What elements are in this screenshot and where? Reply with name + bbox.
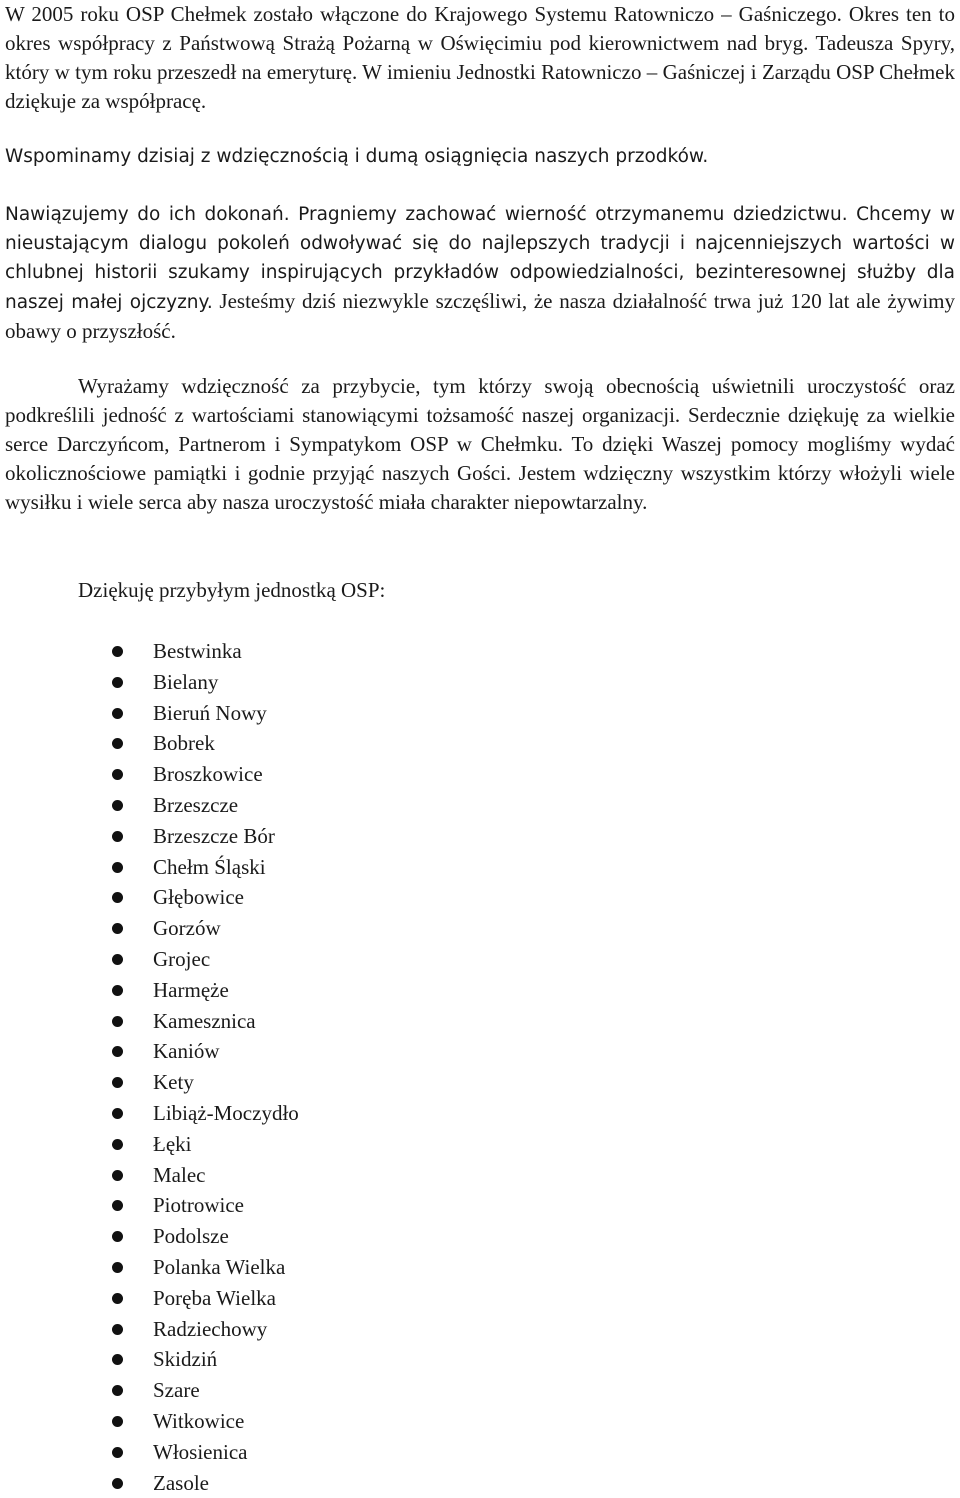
list-item <box>112 1067 299 1098</box>
list-item <box>112 1129 299 1160</box>
list-item-label: Malec <box>153 1162 206 1187</box>
list-item-label: Bieruń Nowy <box>153 700 267 725</box>
bullet-icon <box>112 892 123 903</box>
paragraph-heritage-serif: Jesteśmy dziś niezwykle szczęśliwi, że nasza działalność trwa już 120 lat ale żywimy obawy o przyszłość. <box>5 289 955 343</box>
bullet-icon <box>112 769 123 780</box>
list-item <box>112 1283 299 1314</box>
thanks-heading: Dziękuję przybyłym jednostką OSP: <box>78 578 386 602</box>
list-item-label: Brzeszcze <box>153 792 239 817</box>
bullet-icon <box>112 1170 123 1181</box>
list-item-label: Brzeszcze Bór <box>153 823 275 848</box>
list-item <box>112 1344 299 1375</box>
list-item-label: Kety <box>153 1070 194 1095</box>
list-item-label: Łęki <box>153 1131 192 1156</box>
list-item-label: Bielany <box>153 669 219 694</box>
list-item-label: Głębowice <box>153 885 244 910</box>
list-item <box>112 698 299 729</box>
bullet-icon <box>112 1416 123 1427</box>
list-item <box>112 728 299 759</box>
paragraph-remembrance: Wspominamy dzisiaj z wdzięcznością i dumą osiągnięcia naszych przodków. <box>5 146 709 167</box>
bullet-icon <box>112 1293 123 1304</box>
bullet-icon <box>112 1354 123 1365</box>
list-item-label: Piotrowice <box>153 1193 244 1218</box>
bullet-icon <box>112 954 123 965</box>
list-item-label: Chełm Śląski <box>153 854 266 879</box>
paragraph-heritage <box>5 200 955 346</box>
bullet-icon <box>112 985 123 996</box>
paragraph-gratitude-text: Wyrażamy wdzięczność za przybycie, tym którzy swoją obecnością uświetnili uroczystość oraz podkreślili jedność z wartościami stanowiącymi tożsamość naszej organizacji. Serdecznie dziękuję za wielkie serce Darczyńcom, Partnerom i Sympatykom OSP w Chełmku. To dzięki Waszej pomocy mogliśmy wydać okolicznościowe pamiątki i godnie przyjąć naszych Gości. Jestem wdzięczny wszystkim którzy włożyli wiele wysiłku i wiele serca aby nasza uroczystość miała charakter niepowtarzalny. <box>5 374 955 514</box>
list-item-label: Kaniów <box>153 1039 220 1064</box>
list-item-label: Polanka Wielka <box>153 1254 286 1279</box>
list-item <box>112 1160 299 1191</box>
bullet-icon <box>112 1139 123 1150</box>
bullet-icon <box>112 1016 123 1027</box>
list-item <box>112 1314 299 1345</box>
bullet-icon <box>112 677 123 688</box>
list-item <box>112 882 299 913</box>
paragraph-gratitude <box>5 372 955 517</box>
list-item <box>112 975 299 1006</box>
list-item <box>112 1468 299 1498</box>
list-item-label: Kamesznica <box>153 1008 256 1033</box>
bullet-icon <box>112 862 123 873</box>
list-item-label: Grojec <box>153 946 211 971</box>
bullet-icon <box>112 831 123 842</box>
list-item-label: Szare <box>153 1378 200 1403</box>
list-item <box>112 1252 299 1283</box>
list-item-label: Zasole <box>153 1470 209 1495</box>
list-item <box>112 1098 299 1129</box>
list-item <box>112 852 299 883</box>
bullet-icon <box>112 1262 123 1273</box>
paragraph-heritage-sans: Nawiązujemy do ich dokonań. Pragniemy zachować wierność otrzymanemu dziedzictwu. Chcemy w nieustającym dialogu pokoleń odwoływać się do najlepszych tradycji i najcenniejszych wartości w chlubnej historii szukamy inspirujących przykładów odpowiedzialności, bezinteresownej służby dla naszej małej ojczyzny. <box>5 204 955 313</box>
bullet-icon <box>112 1231 123 1242</box>
bullet-icon <box>112 1108 123 1119</box>
bullet-icon <box>112 1077 123 1088</box>
list-item-label: Bobrek <box>153 731 215 756</box>
list-item <box>112 913 299 944</box>
list-item <box>112 759 299 790</box>
paragraph-intro: W 2005 roku OSP Chełmek zostało włączone do Krajowego Systemu Ratowniczo – Gaśniczego. Okres ten to okres współpracy z Państwową Strażą Pożarną w Oświęcimiu pod kierownictwem nad bryg. Tadeusza Spyry, który w tym roku przeszedł na emeryturę. W imieniu Jednostki Ratowniczo – Gaśniczej i Zarządu OSP Chełmek dziękuje za współpracę. <box>5 2 955 113</box>
list-item <box>112 821 299 852</box>
bullet-icon <box>112 1324 123 1335</box>
list-item <box>112 1437 299 1468</box>
list-item-label: Gorzów <box>153 916 221 941</box>
bullet-icon <box>112 646 123 657</box>
list-item-label: Poręba Wielka <box>153 1285 276 1310</box>
list-item <box>112 944 299 975</box>
bullet-icon <box>112 800 123 811</box>
list-item-label: Libiąż-Moczydło <box>153 1100 299 1125</box>
list-item <box>112 790 299 821</box>
bullet-icon <box>112 1447 123 1458</box>
bullet-icon <box>112 738 123 749</box>
list-item <box>112 1375 299 1406</box>
bullet-icon <box>112 1200 123 1211</box>
list-item <box>112 636 299 667</box>
list-item-label: Radziechowy <box>153 1316 268 1341</box>
bullet-icon <box>112 923 123 934</box>
osp-units-list <box>112 636 299 1498</box>
bullet-icon <box>112 1385 123 1396</box>
bullet-icon <box>112 708 123 719</box>
list-item <box>112 1036 299 1067</box>
list-item <box>112 1190 299 1221</box>
list-item-label: Bestwinka <box>153 639 242 663</box>
list-item-label: Włosienica <box>153 1439 248 1464</box>
bullet-icon <box>112 1478 123 1489</box>
list-item-label: Witkowice <box>153 1408 245 1433</box>
list-item-label: Harmęże <box>153 977 229 1002</box>
list-item <box>112 1221 299 1252</box>
list-item <box>112 1006 299 1037</box>
bullet-icon <box>112 1046 123 1057</box>
list-item <box>112 667 299 698</box>
list-item-label: Podolsze <box>153 1224 229 1249</box>
list-item-label: Broszkowice <box>153 762 263 787</box>
list-item-label: Skidziń <box>153 1347 218 1372</box>
list-item <box>112 1406 299 1437</box>
